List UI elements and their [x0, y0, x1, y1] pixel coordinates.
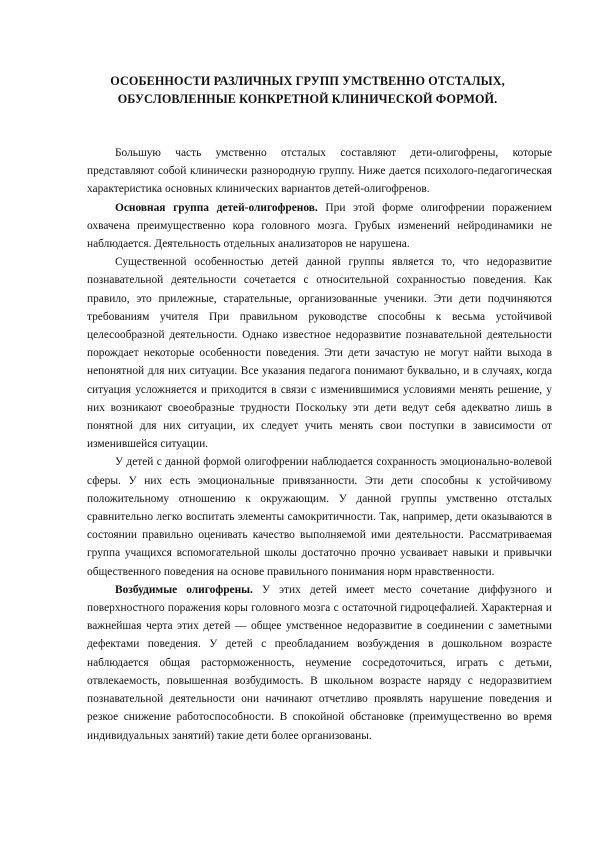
- paragraph-main-group: [87, 199, 552, 254]
- title-line-1: ОСОБЕННОСТИ РАЗЛИЧНЫХ ГРУПП УМСТВЕННО ОТСТАЛЫХ,: [110, 74, 505, 88]
- paragraph-excitable-text: У этих детей имеет место сочетание диффузного и поверхностного поражения коры головного мозга с остаточной гидроцефалией. Характерная и важнейшая черта этих детей — общее умственное недоразвитие в соединении с заметными дефектами поведения. У детей с преобладанием возбуждения в дошкольном возрасте наблюдается общая расторможенность, неумение сосредоточиться, играть с детьми, отвлекаемость, повышенная возбудимость. В школьном возрасте наряду с недоразвитием познавательной деятельности они начинают отчетливо проявлять нарушение поведения и резкое снижение работоспособности. В спокойной обстановке (преимущественно во время индивидуальных занятий) такие дети более организованы.: [87, 583, 552, 742]
- paragraph-excitable-heading: Возбудимые олигофрены.: [115, 583, 253, 596]
- paragraph-excitable: [87, 581, 552, 745]
- document-body: [87, 144, 552, 745]
- paragraph-main-group-heading: Основная группа детей-олигофренов.: [115, 201, 318, 214]
- paragraph-main-group-features: Существенной особенностью детей данной группы является то, что недоразвитие познавательной деятельности сочетается с относительной сохранностью поведения. Как правило, это прилежные, старательные, организованные ученики. Эти дети подчиняются требованиям учителя При правильном руководстве способны к весьма устойчивой целесообразной деятельности. Однако известное недоразвитие познавательной деятельности порождает некоторые особенности поведения. Эти дети зачастую не могут найти выхода в непонятной для них ситуации. Все указания педагога понимают буквально, и в случаях, когда ситуация усложняется и приходится в связи с изменившимися условиями менять решение, у них возникают своеобразные трудности Поскольку эти дети ведут себя адекватно лишь в понятной для них ситуации, их следует учить менять свои поступки в зависимости от изменившейся ситуации.: [87, 256, 552, 451]
- paragraph-emotional-sphere: У детей с данной формой олигофрении наблюдается сохранность эмоционально-волевой сферы. У них есть эмоциональные привязанности. Эти дети способны к устойчивому положительному отношению к окружающим. У данной группы умственно отсталых сравнительно легко воспитать элементы самокритичности. Так, например, дети оказываются в состоянии правильно оценивать качество выполняемой ими деятельности. Рассматриваемая группа учащихся вспомогательной школы достаточно прочно усваивает навыки и привычки общественного поведения на основе правильного понимания норм нравственности.: [87, 456, 552, 578]
- paragraph-intro: Большую часть умственно отсталых составляют дети-олигофрены, которые представляют собой клинически разнородную группу. Ниже дается психолого-педагогическая характеристика основных клинических вариантов детей-олигофренов.: [87, 147, 552, 196]
- document-title: [60, 72, 555, 108]
- title-line-2: ОБУСЛОВЛЕННЫЕ КОНКРЕТНОЙ КЛИНИЧЕСКОЙ ФОРМОЙ.: [117, 92, 498, 106]
- paragraph-main-group-text: При этой форме олигофрении поражением охвачена преимущественно кора головного мозга. Грубых изменений нейродинамики не наблюдается. Деятельность отдельных анализаторов не нарушена.: [87, 201, 552, 251]
